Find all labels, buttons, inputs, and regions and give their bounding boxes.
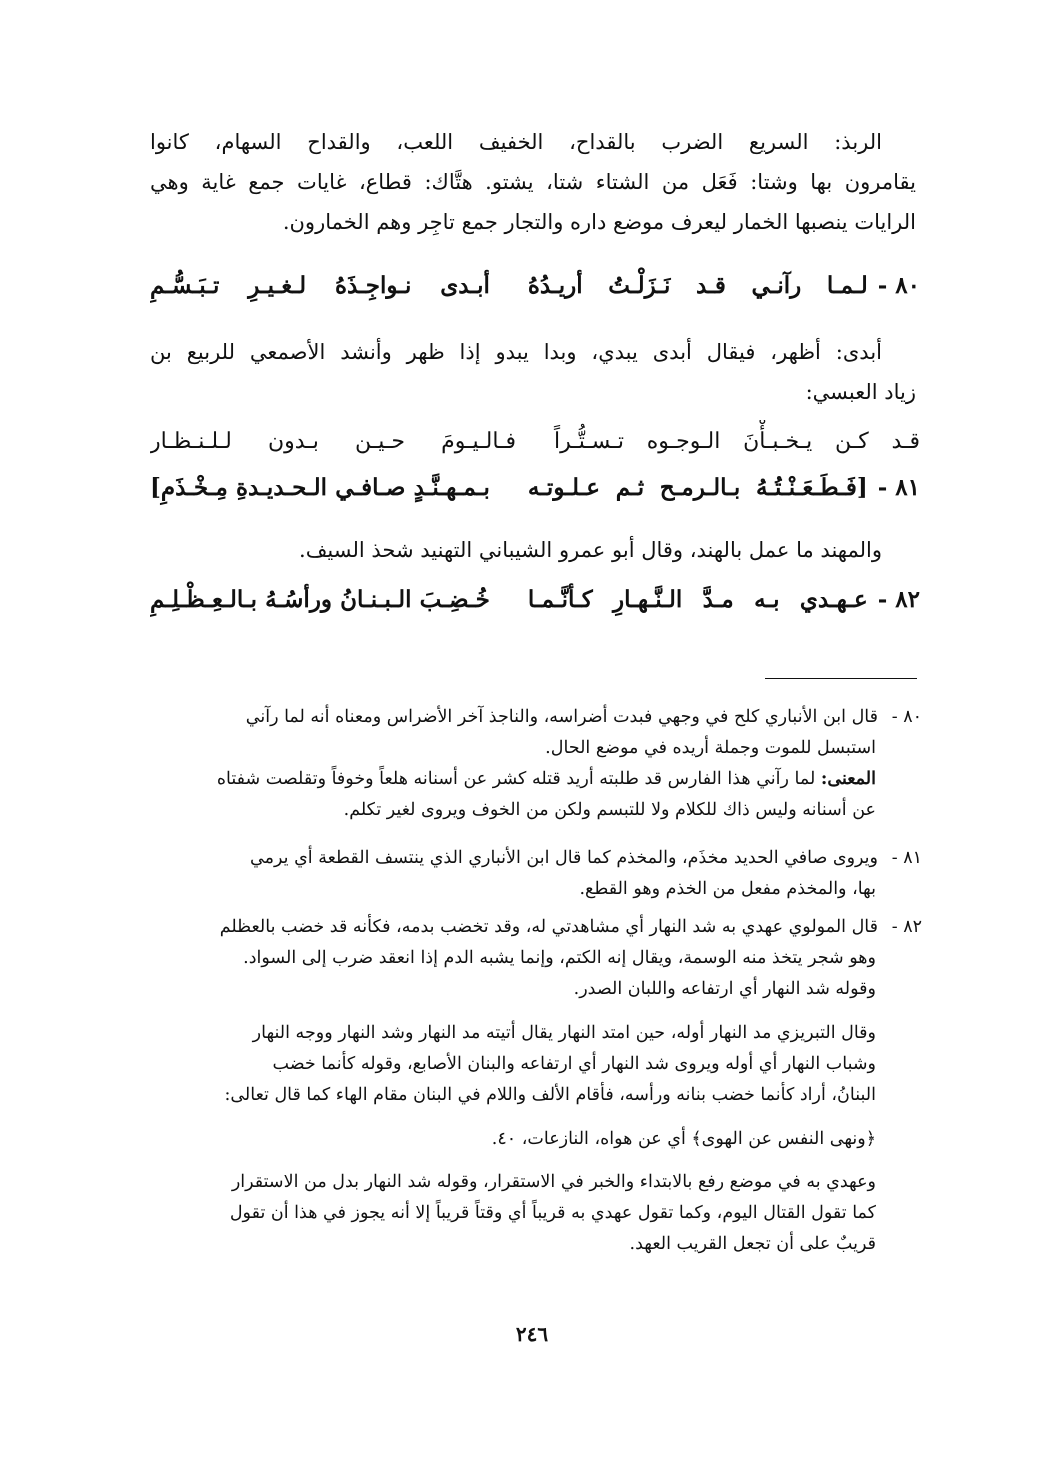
footnote-line: قريبٌ على أن تجعل القريب العهد. (629, 1234, 876, 1254)
footnote-line: ﴿ونهى النفس عن الهوى﴾ أي عن هواه، النازعات، ٤٠. (491, 1129, 876, 1149)
footnote-separator (765, 678, 917, 679)
footnote-line: وعهدي به في موضع رفع بالابتداء والخبر في الاستقرار، وقوله شد النهار بدل من الاستقرار (231, 1172, 876, 1192)
footnote-text: قال المولوي عهدي به شد النهار أي مشاهدتي له، وقد تخضب بدمه، فكأنه قد خضب بالعظلم (219, 917, 878, 937)
footnote-meaning (150, 764, 922, 795)
footnote-line: كما تقول القتال اليوم، وكما تقول عهدي به قريباً أي وقتاً قريباً إلا أنه يجوز في هذا أن تقول (229, 1203, 876, 1223)
verse-81 (150, 466, 920, 510)
verse-first-hemistich: عـهـدي بـه مـدَّ الـنَّـهـارِ كـأنَّـمـا (527, 586, 868, 613)
verse-second-hemistich: خُـضِـبَ الـبـنـانُ ورأسُـهُ بـالـعِـظْـلِـمِ (150, 586, 490, 613)
verse-80 (150, 264, 920, 308)
verse-first-hemistich: قـد كـن يـخـبـأْنَ الـوجـوه تـسـتُّـراً (554, 429, 920, 454)
footnote-line: وهو شجر يتخذ منه الوسمة، ويقال إنه الكتم، وإنما يشبه الدم إذا انعقد ضرب إلى السواد. (243, 948, 876, 968)
verse-first-hemistich: [فَـطَـعَـنْـتُـهُ بـالـرمـح ثـم عـلـوتـه (527, 474, 868, 501)
verse-first-hemistich: لـمـا رآنـي قـد نَـزَلْـتُ أريـدُهُ (527, 272, 868, 299)
verse-second-hemistich: بـمـهـنَّـدٍ صـافـي الـحـديـدةِ مِـخْـذَمِ] (150, 474, 490, 501)
footnote-80 (150, 702, 922, 733)
footnote-line: البنانُ، أراد كأنما خضب بنانه ورأسه، فأقام الألف واللام في البنان مقام الهاء كما قال تعالى: (224, 1085, 876, 1105)
body-line: يقامرون بها وشتا: فَعَل من الشتاء شتا، يشتو. هتَّاك: قطاع، غايات جمع غاية وهي (150, 170, 916, 194)
verse-number: ٨٢ - (877, 586, 920, 613)
page-number: ٢٤٦ (515, 1322, 549, 1346)
footnote-line: وقال التبريزي مد النهار أوله، حين امتد النهار يقال أتيته مد النهار وشد النهار ووجه النهار (252, 1023, 876, 1043)
verse-second-hemistich: فـالـيـومَ حـيـن بـدون لـلـنـظـار (150, 429, 516, 454)
footnote-line: وشباب النهار أي أوله ويروى شد النهار أي ارتفاعه والبنان الأصابع، وقوله كأنما خضب (272, 1054, 876, 1074)
footnote-text: ويروى صافي الحديد مخذَم، والمخذم كما قال ابن الأنباري الذي ينتسف القطعة أي يرمي (250, 848, 878, 868)
quoted-verse (150, 420, 920, 464)
body-line: زياد العبسي: (805, 380, 916, 404)
footnote-line: بها، والمخذم مفعل من الخذم وهو القطع. (579, 879, 876, 899)
body-line: الرايات ينصبها الخمار ليعرف موضع داره والتجار جمع تاجِر وهم الخمارون. (282, 210, 916, 234)
footnote-line: عن أسنانه وليس ذاك للكلام ولا للتبسم ولكن من الخوف ويروى لغير تكلم. (343, 800, 876, 820)
footnote-text: لما رآني هذا الفارس قد طلبته أريد قتله كشر عن أسنانه هلعاً وخوفاً وتقلصت شفتاه (216, 769, 816, 789)
body-line: أبدى: أظهر، فيقال أبدى يبدي، وبدا يبدو إذا ظهر وأنشد الأصمعي للربيع بن (150, 340, 882, 364)
footnote-number: ٨٢ - (891, 917, 922, 937)
verse-number: ٨٠ - (877, 272, 920, 299)
footnote-81 (150, 843, 922, 874)
footnote-line: استبسل للموت وجملة أريده في موضع الحال. (545, 738, 876, 758)
footnote-number: ٨٠ - (891, 707, 922, 727)
body-line: الربذ: السريع الضرب بالقداح، الخفيف اللعب، والقداح السهام، كانوا (150, 130, 882, 154)
footnote-line: وقوله شد النهار أي ارتفاعه واللبان الصدر. (573, 979, 876, 999)
footnote-number: ٨١ - (891, 848, 922, 868)
verse-82 (150, 578, 920, 622)
verse-number: ٨١ - (877, 474, 920, 501)
body-line: والمهند ما عمل بالهند، وقال أبو عمرو الشيباني التهنيد شحذ السيف. (299, 538, 882, 562)
footnote-text: قال ابن الأنباري كلح في وجهي فبدت أضراسه، والناجذ آخر الأضراس ومعناه أنه لما رآني (245, 707, 878, 727)
meaning-label: المعنى: (820, 769, 876, 789)
footnote-82 (150, 912, 922, 943)
verse-second-hemistich: أبـدى نـواجِـذَهُ لـغـيـرِ تـبَـسُّـمِ (150, 272, 490, 299)
